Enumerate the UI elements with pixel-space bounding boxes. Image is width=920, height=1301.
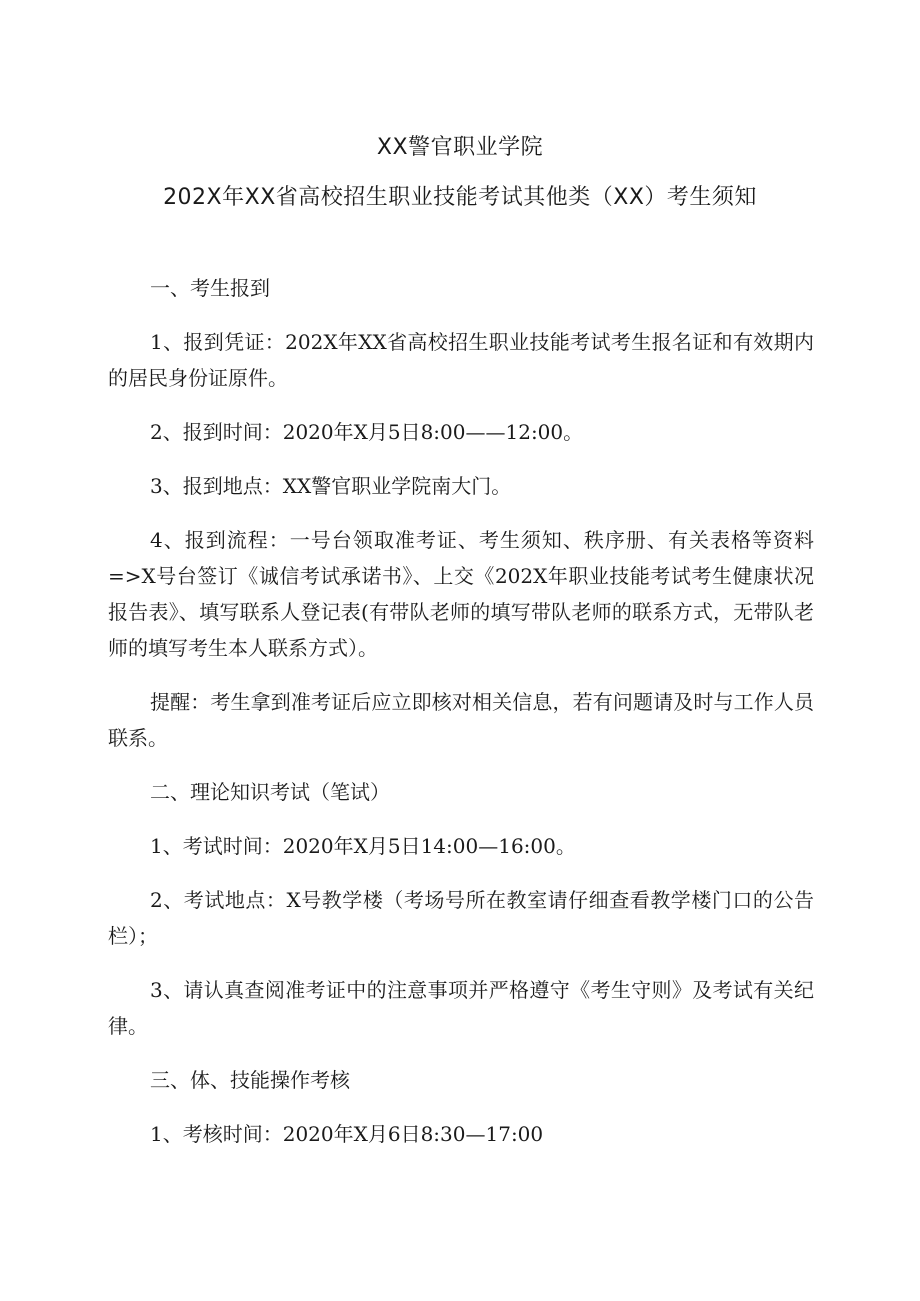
paragraph-registration-process: 4、报到流程：一号台领取准考证、考生须知、秩序册、有关表格等资料=>X号台签订《诚信考试承诺书》、上交《202X年职业技能考试考生健康状况报告表》、填写联系人登记表(有带队老师的填写带队老师的联系方式，无带队老师的填写考生本人联系方式）。 bbox=[108, 528, 814, 660]
section-heading: 二、理论知识考试（笔试） bbox=[150, 780, 390, 804]
paragraph-registration-place: 3、报到地点：XX警官职业学院南大门。 bbox=[150, 474, 512, 498]
section-registration bbox=[108, 270, 814, 756]
school-title: XX警官职业学院 bbox=[376, 135, 544, 160]
notice-title: 202X年XX省高校招生职业技能考试其他类（XX）考生须知 bbox=[163, 185, 757, 210]
paragraph-credentials: 1、报到凭证：202X年XX省高校招生职业技能考试考生报名证和有效期内的居民身份证原件。 bbox=[108, 330, 814, 390]
paragraph-exam-rules: 3、请认真查阅准考证中的注意事项并严格遵守《考生守则》及考试有关纪律。 bbox=[108, 978, 814, 1038]
paragraph-exam-time: 1、考试时间：2020年X月5日14:00—16:00。 bbox=[150, 834, 576, 858]
document-body bbox=[108, 270, 814, 1170]
paragraph-exam-place: 2、考试地点：X号教学楼（考场号所在教室请仔细查看教学楼门口的公告栏）； bbox=[108, 888, 814, 948]
paragraph-assessment-time: 1、考核时间：2020年X月6日8:30—17:00 bbox=[150, 1122, 544, 1146]
section-skills-assessment bbox=[108, 1062, 814, 1152]
section-heading: 一、考生报到 bbox=[150, 276, 270, 300]
paragraph-registration-time: 2、报到时间：2020年X月5日8:00——12:00。 bbox=[150, 420, 584, 444]
paragraph-reminder: 提醒：考生拿到准考证后应立即核对相关信息，若有问题请及时与工作人员联系。 bbox=[108, 690, 814, 750]
section-heading: 三、体、技能操作考核 bbox=[150, 1068, 350, 1092]
section-written-exam bbox=[108, 774, 814, 1044]
